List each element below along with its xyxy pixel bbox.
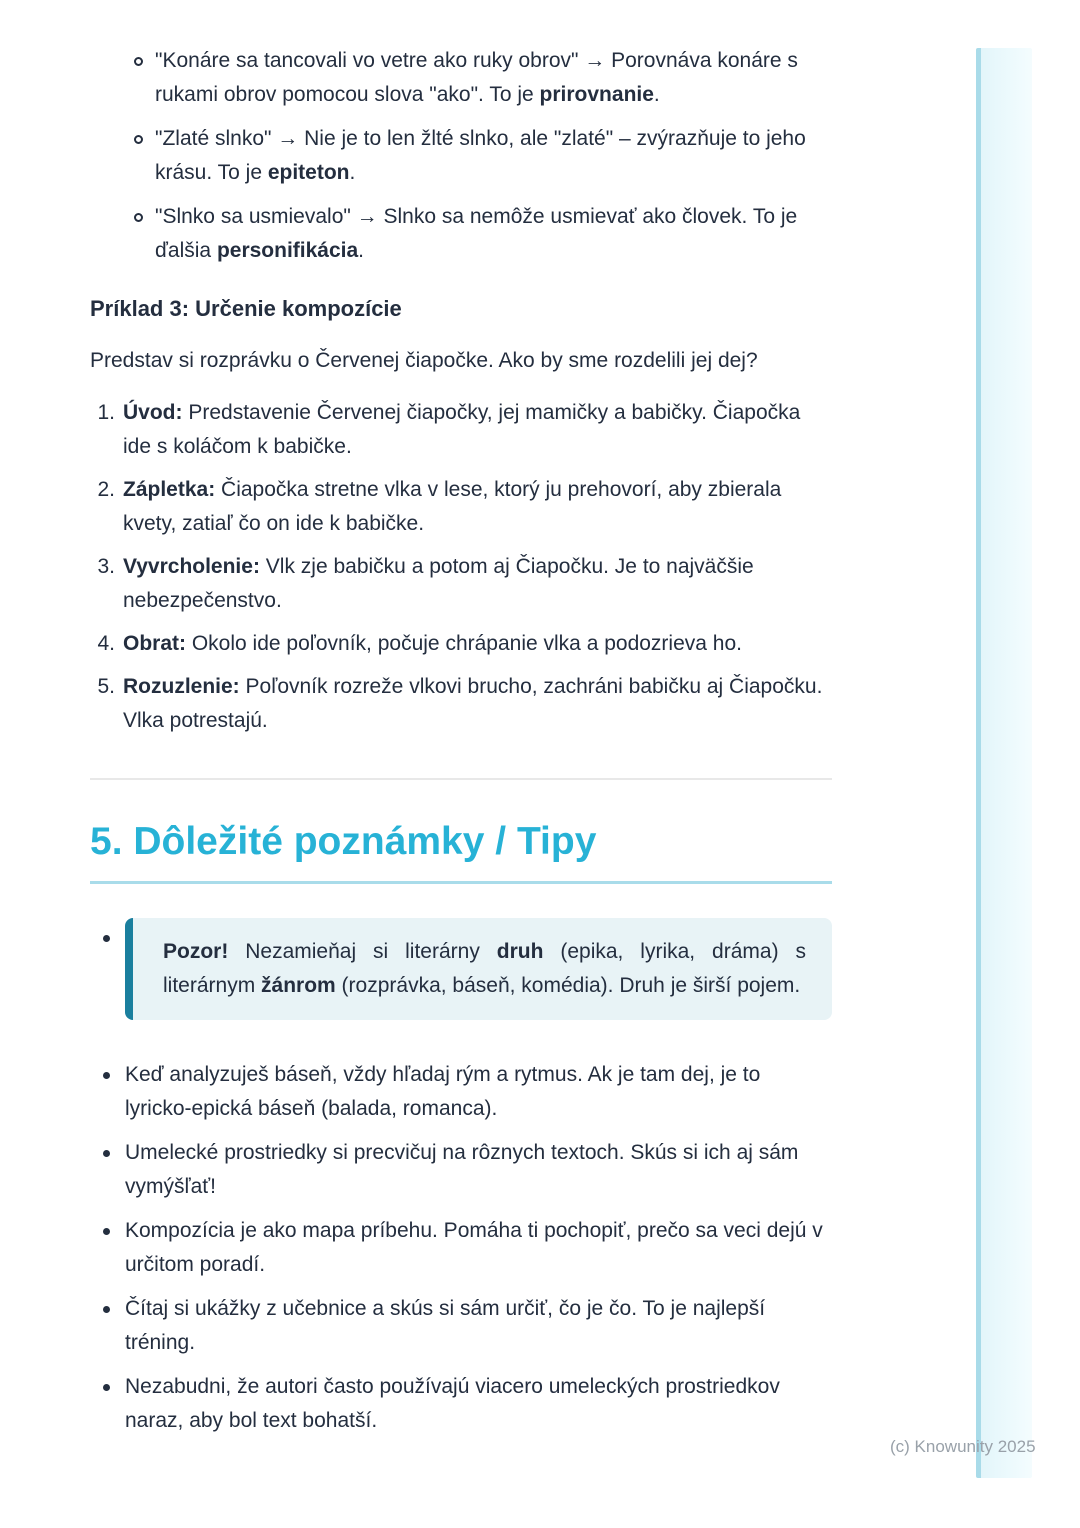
pozor-callout-text: Pozor! Nezamieňaj si literárny druh (epika, lyrika, dráma) s literárnym žánrom (rozprávka, báseň, komédia). Druh je širší pojem.	[163, 940, 806, 997]
list-item	[90, 1370, 832, 1438]
list-item-text: Vyvrcholenie: Vlk zje babičku a potom aj Čiapočku. Je to najväčšie nebezpečenstvo.	[123, 555, 754, 612]
list-item-text: Úvod: Predstavenie Červenej čiapočky, jej mamičky a babičky. Čiapočka ide s koláčom k babičke.	[123, 401, 801, 458]
dot-bullet-icon	[103, 1228, 110, 1235]
section5-heading: 5. Dôležité poznámky / Tipy	[90, 820, 597, 863]
list-number: 2.	[97, 478, 115, 501]
list-item-text: "Slnko sa usmievalo" → Slnko sa nemôže usmievať ako človek. To je ďalšia personifikácia.	[155, 205, 798, 262]
list-number: 1.	[97, 401, 115, 424]
list-item	[90, 550, 832, 618]
dot-bullet-icon	[103, 1384, 110, 1391]
list-item	[90, 200, 832, 268]
tips-list	[90, 1058, 832, 1438]
document-content	[90, 44, 832, 1448]
list-item	[90, 396, 832, 464]
list-number: 5.	[97, 675, 115, 698]
list-item	[90, 1058, 832, 1126]
pozor-callout-box	[125, 918, 832, 1020]
composition-steps-list	[90, 396, 832, 738]
list-item-text: Umelecké prostriedky si precvičuj na rôznych textoch. Skús si ich aj sám vymýšľať!	[125, 1141, 799, 1198]
list-item	[90, 44, 832, 112]
dot-bullet-icon	[103, 1150, 110, 1157]
example3-heading: Príklad 3: Určenie kompozície	[90, 296, 402, 321]
dot-bullet-icon	[103, 1072, 110, 1079]
list-number: 3.	[97, 555, 115, 578]
copyright-footer: (c) Knowunity 2025	[890, 1437, 1036, 1456]
list-item	[90, 627, 832, 661]
callout-row	[90, 918, 832, 1020]
dot-bullet-icon	[103, 935, 110, 942]
list-item	[90, 1136, 832, 1204]
list-item-text: Rozuzlenie: Poľovník rozreže vlkovi brucho, zachráni babičku aj Čiapočku. Vlka potrestajú.	[123, 675, 823, 732]
list-item-text: Kompozícia je ako mapa príbehu. Pomáha ti pochopiť, prečo sa veci dejú v určitom poradí.	[125, 1219, 823, 1276]
list-item-text: Zápletka: Čiapočka stretne vlka v lese, ktorý ju prehovorí, aby zbierala kvety, zatiaľ čo on ide k babičke.	[123, 478, 782, 535]
circle-bullet-icon	[134, 57, 143, 66]
list-item-text: Obrat: Okolo ide poľovník, počuje chrápanie vlka a podozrieva ho.	[123, 632, 742, 655]
dot-bullet-icon	[103, 1306, 110, 1313]
list-item	[90, 1214, 832, 1282]
page-edge-stripe	[976, 48, 1032, 1478]
list-item	[90, 670, 832, 738]
list-item	[90, 1292, 832, 1360]
literary-devices-examples-list	[90, 44, 832, 268]
list-item-text: Nezabudni, že autori často používajú viacero umeleckých prostriedkov naraz, aby bol text bohatší.	[125, 1375, 780, 1432]
list-item-text: Čítaj si ukážky z učebnice a skús si sám určiť, čo je čo. To je najlepší tréning.	[125, 1297, 766, 1354]
circle-bullet-icon	[134, 135, 143, 144]
circle-bullet-icon	[134, 213, 143, 222]
list-item-text: "Konáre sa tancovali vo vetre ako ruky obrov" → Porovnáva konáre s rukami obrov pomocou slova "ako". To je prirovnanie.	[155, 49, 798, 106]
list-item-text: Keď analyzuješ báseň, vždy hľadaj rým a rytmus. Ak je tam dej, je to lyricko-epická báseň (balada, romanca).	[125, 1063, 761, 1120]
example3-intro: Predstav si rozprávku o Červenej čiapočke. Ako by sme rozdelili jej dej?	[90, 349, 758, 372]
list-item	[90, 122, 832, 190]
section5-heading-underline	[90, 881, 832, 884]
section-divider	[90, 778, 832, 780]
list-item	[90, 473, 832, 541]
list-item-text: "Zlaté slnko" → Nie je to len žlté slnko, ale "zlaté" – zvýrazňuje to jeho krásu. To je epiteton.	[155, 127, 806, 184]
list-number: 4.	[97, 632, 115, 655]
